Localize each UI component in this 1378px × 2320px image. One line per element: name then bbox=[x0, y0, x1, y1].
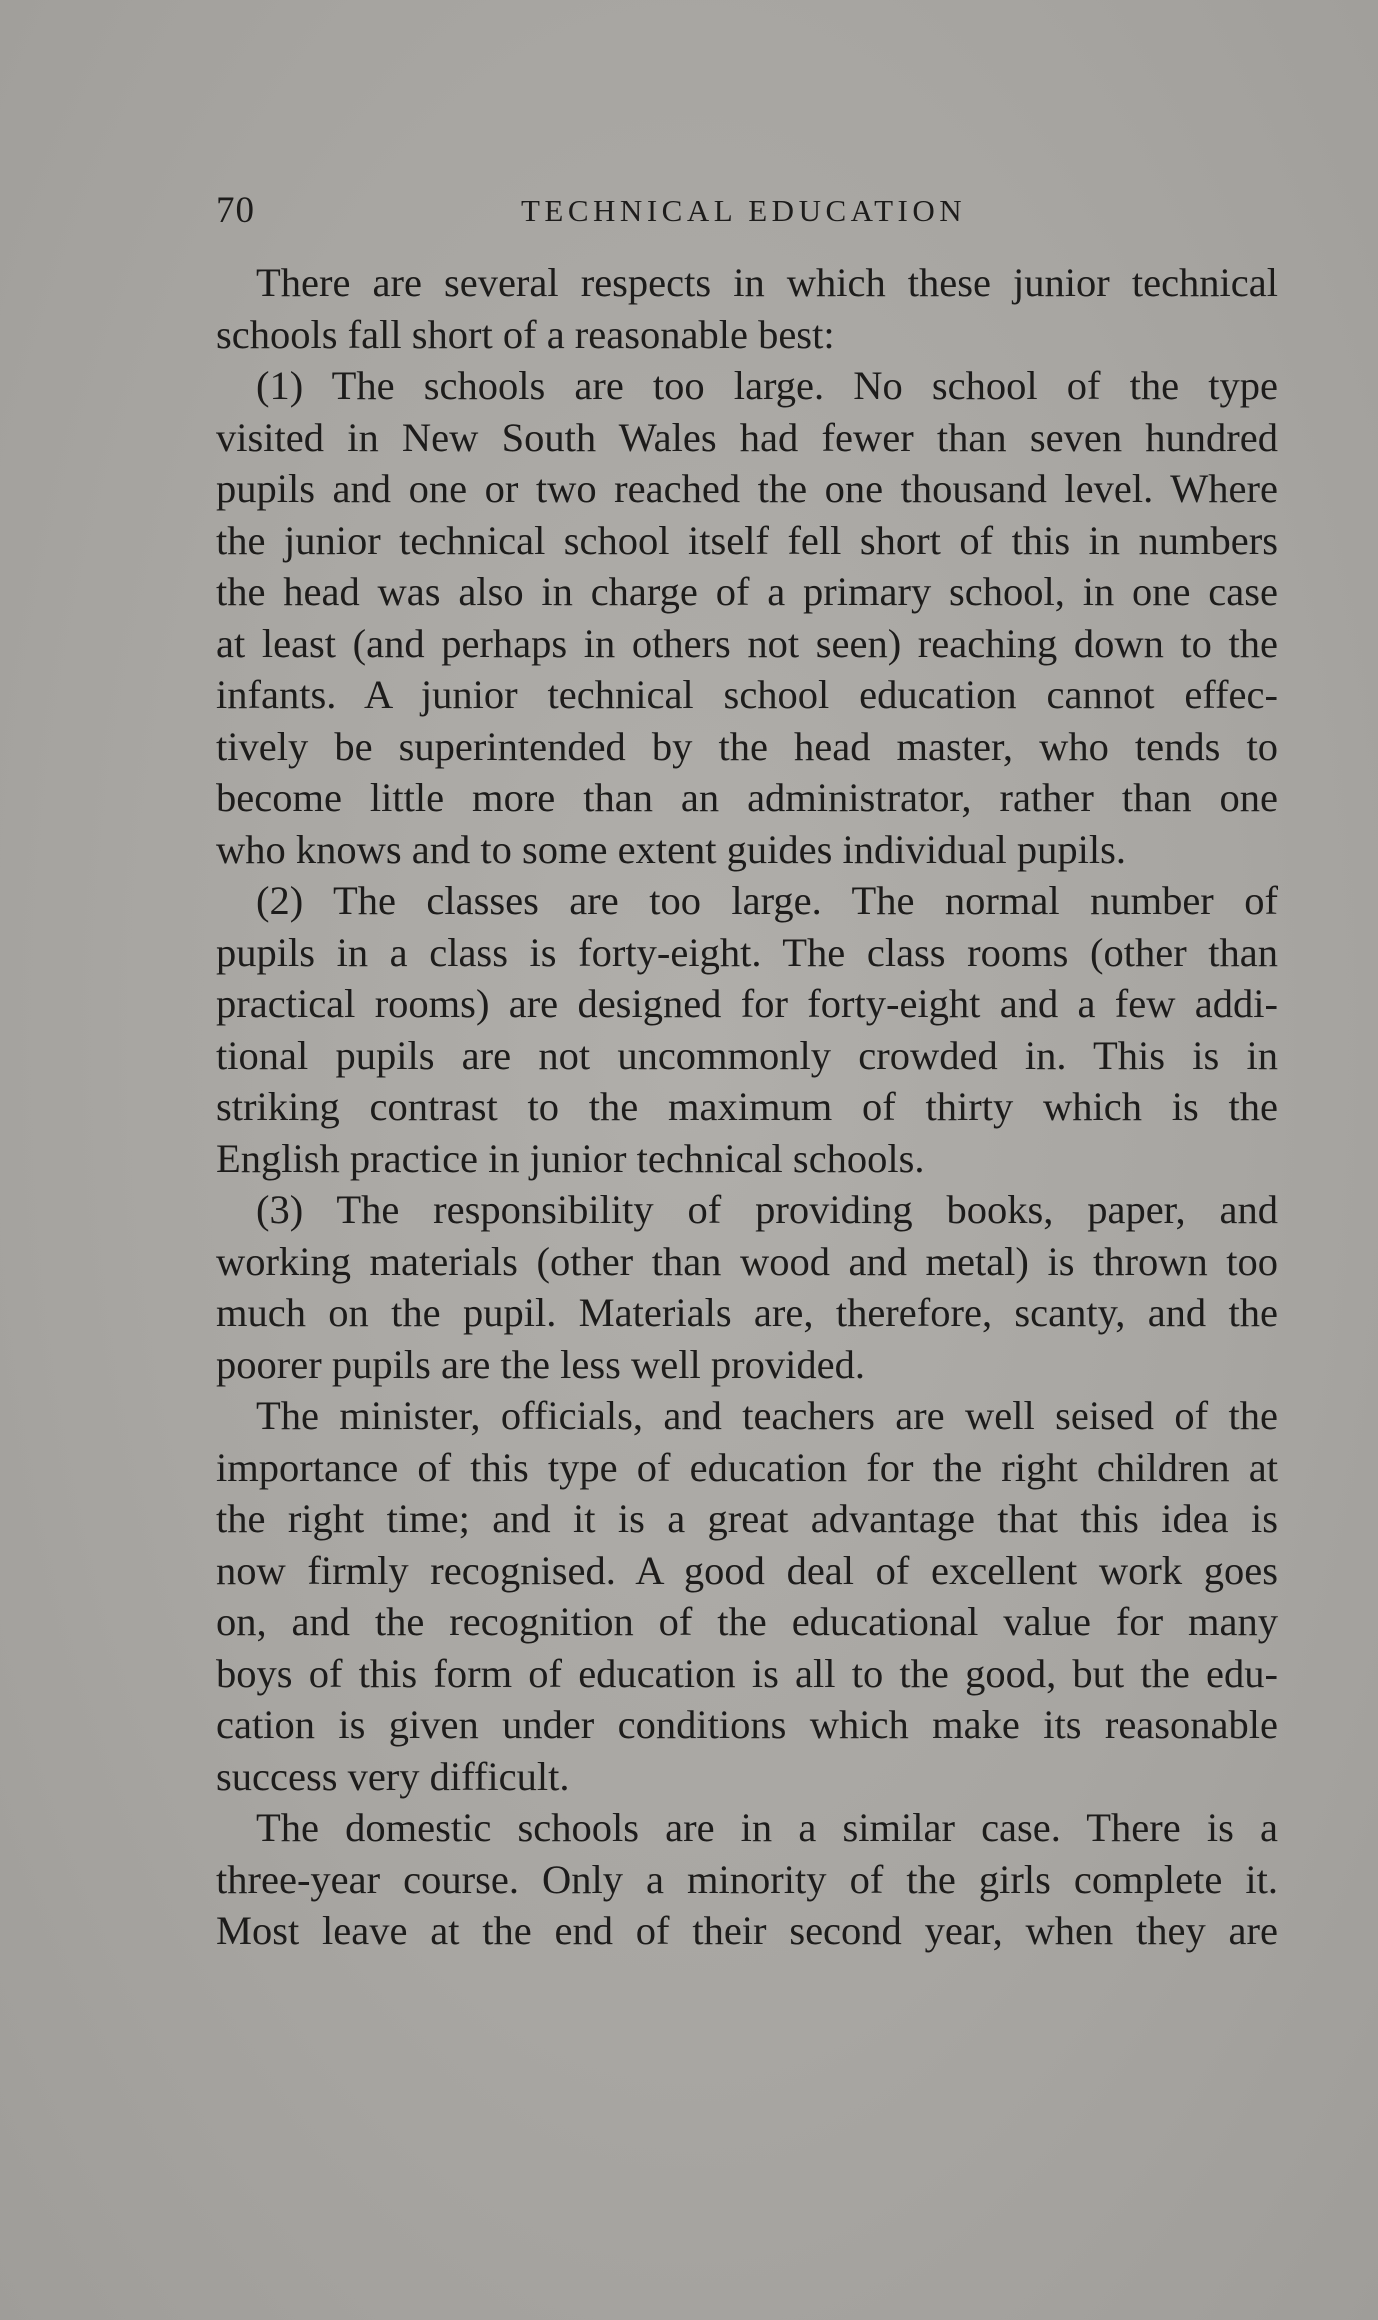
text-line: Most leave at the end of their second year, when they are bbox=[216, 1908, 1278, 1953]
text-line: English practice in junior technical schools. bbox=[216, 1135, 925, 1181]
text-line: the right time; and it is a great advantage that this idea is bbox=[216, 1496, 1278, 1541]
text-line: the junior technical school itself fell short of this in numbers bbox=[216, 517, 1278, 563]
text-line: (1) The schools are too large. No school of the type bbox=[256, 363, 1278, 408]
paragraph bbox=[216, 257, 1278, 360]
text-line: pupils and one or two reached the one thousand level. Where bbox=[216, 466, 1278, 511]
text-line: The minister, officials, and teachers are well seised of the bbox=[256, 1393, 1278, 1438]
text-line: on, and the recognition of the educational value for many bbox=[216, 1599, 1278, 1644]
text-line: importance of this type of education for the right children at bbox=[216, 1444, 1278, 1490]
text-line: three-year course. Only a minority of the girls complete it. bbox=[216, 1856, 1278, 1902]
paragraph bbox=[216, 360, 1278, 875]
text-line: poorer pupils are the less well provided. bbox=[216, 1341, 865, 1387]
text-line: now firmly recognised. A good deal of excellent work goes bbox=[216, 1547, 1278, 1593]
text-line: become little more than an administrator, rather than one bbox=[216, 775, 1278, 820]
text-line: success very difficult. bbox=[216, 1753, 570, 1799]
text-line: The domestic schools are in a similar case. There is a bbox=[256, 1805, 1278, 1850]
text-line: practical rooms) are designed for forty-eight and a few addi- bbox=[216, 981, 1278, 1026]
paragraph bbox=[216, 1184, 1278, 1390]
paragraph bbox=[216, 1390, 1278, 1802]
text-line: (2) The classes are too large. The normal number of bbox=[256, 878, 1278, 923]
text-line: at least (and perhaps in others not seen) reaching down to the bbox=[216, 620, 1278, 666]
text-line: cation is given under conditions which make its reasonable bbox=[216, 1702, 1278, 1747]
text-line: tively be superintended by the head master, who tends to bbox=[216, 723, 1278, 769]
text-line: who knows and to some extent guides individual pupils. bbox=[216, 826, 1127, 872]
text-line: pupils in a class is forty-eight. The class rooms (other than bbox=[216, 929, 1278, 975]
body-text bbox=[216, 257, 1278, 1957]
running-head bbox=[216, 185, 1278, 237]
text-line: tional pupils are not uncommonly crowded in. This is in bbox=[216, 1032, 1278, 1078]
text-line: much on the pupil. Materials are, therefore, scanty, and the bbox=[216, 1290, 1278, 1335]
page-number: 70 bbox=[216, 190, 255, 231]
paragraph bbox=[216, 1802, 1278, 1957]
text-line: (3) The responsibility of providing books, paper, and bbox=[256, 1187, 1278, 1232]
paragraph bbox=[216, 875, 1278, 1184]
text-line: working materials (other than wood and metal) is thrown too bbox=[216, 1238, 1278, 1284]
running-title: TECHNICAL EDUCATION bbox=[521, 193, 967, 228]
text-line: the head was also in charge of a primary school, in one case bbox=[216, 569, 1278, 614]
text-line: visited in New South Wales had fewer than seven hundred bbox=[216, 414, 1278, 460]
text-line: schools fall short of a reasonable best: bbox=[216, 311, 835, 357]
text-line: infants. A junior technical school education cannot effec- bbox=[216, 672, 1278, 717]
text-line: striking contrast to the maximum of thirty which is the bbox=[216, 1084, 1278, 1129]
text-line: boys of this form of education is all to the good, but the edu- bbox=[216, 1650, 1278, 1696]
text-line: There are several respects in which these junior technical bbox=[256, 260, 1278, 305]
